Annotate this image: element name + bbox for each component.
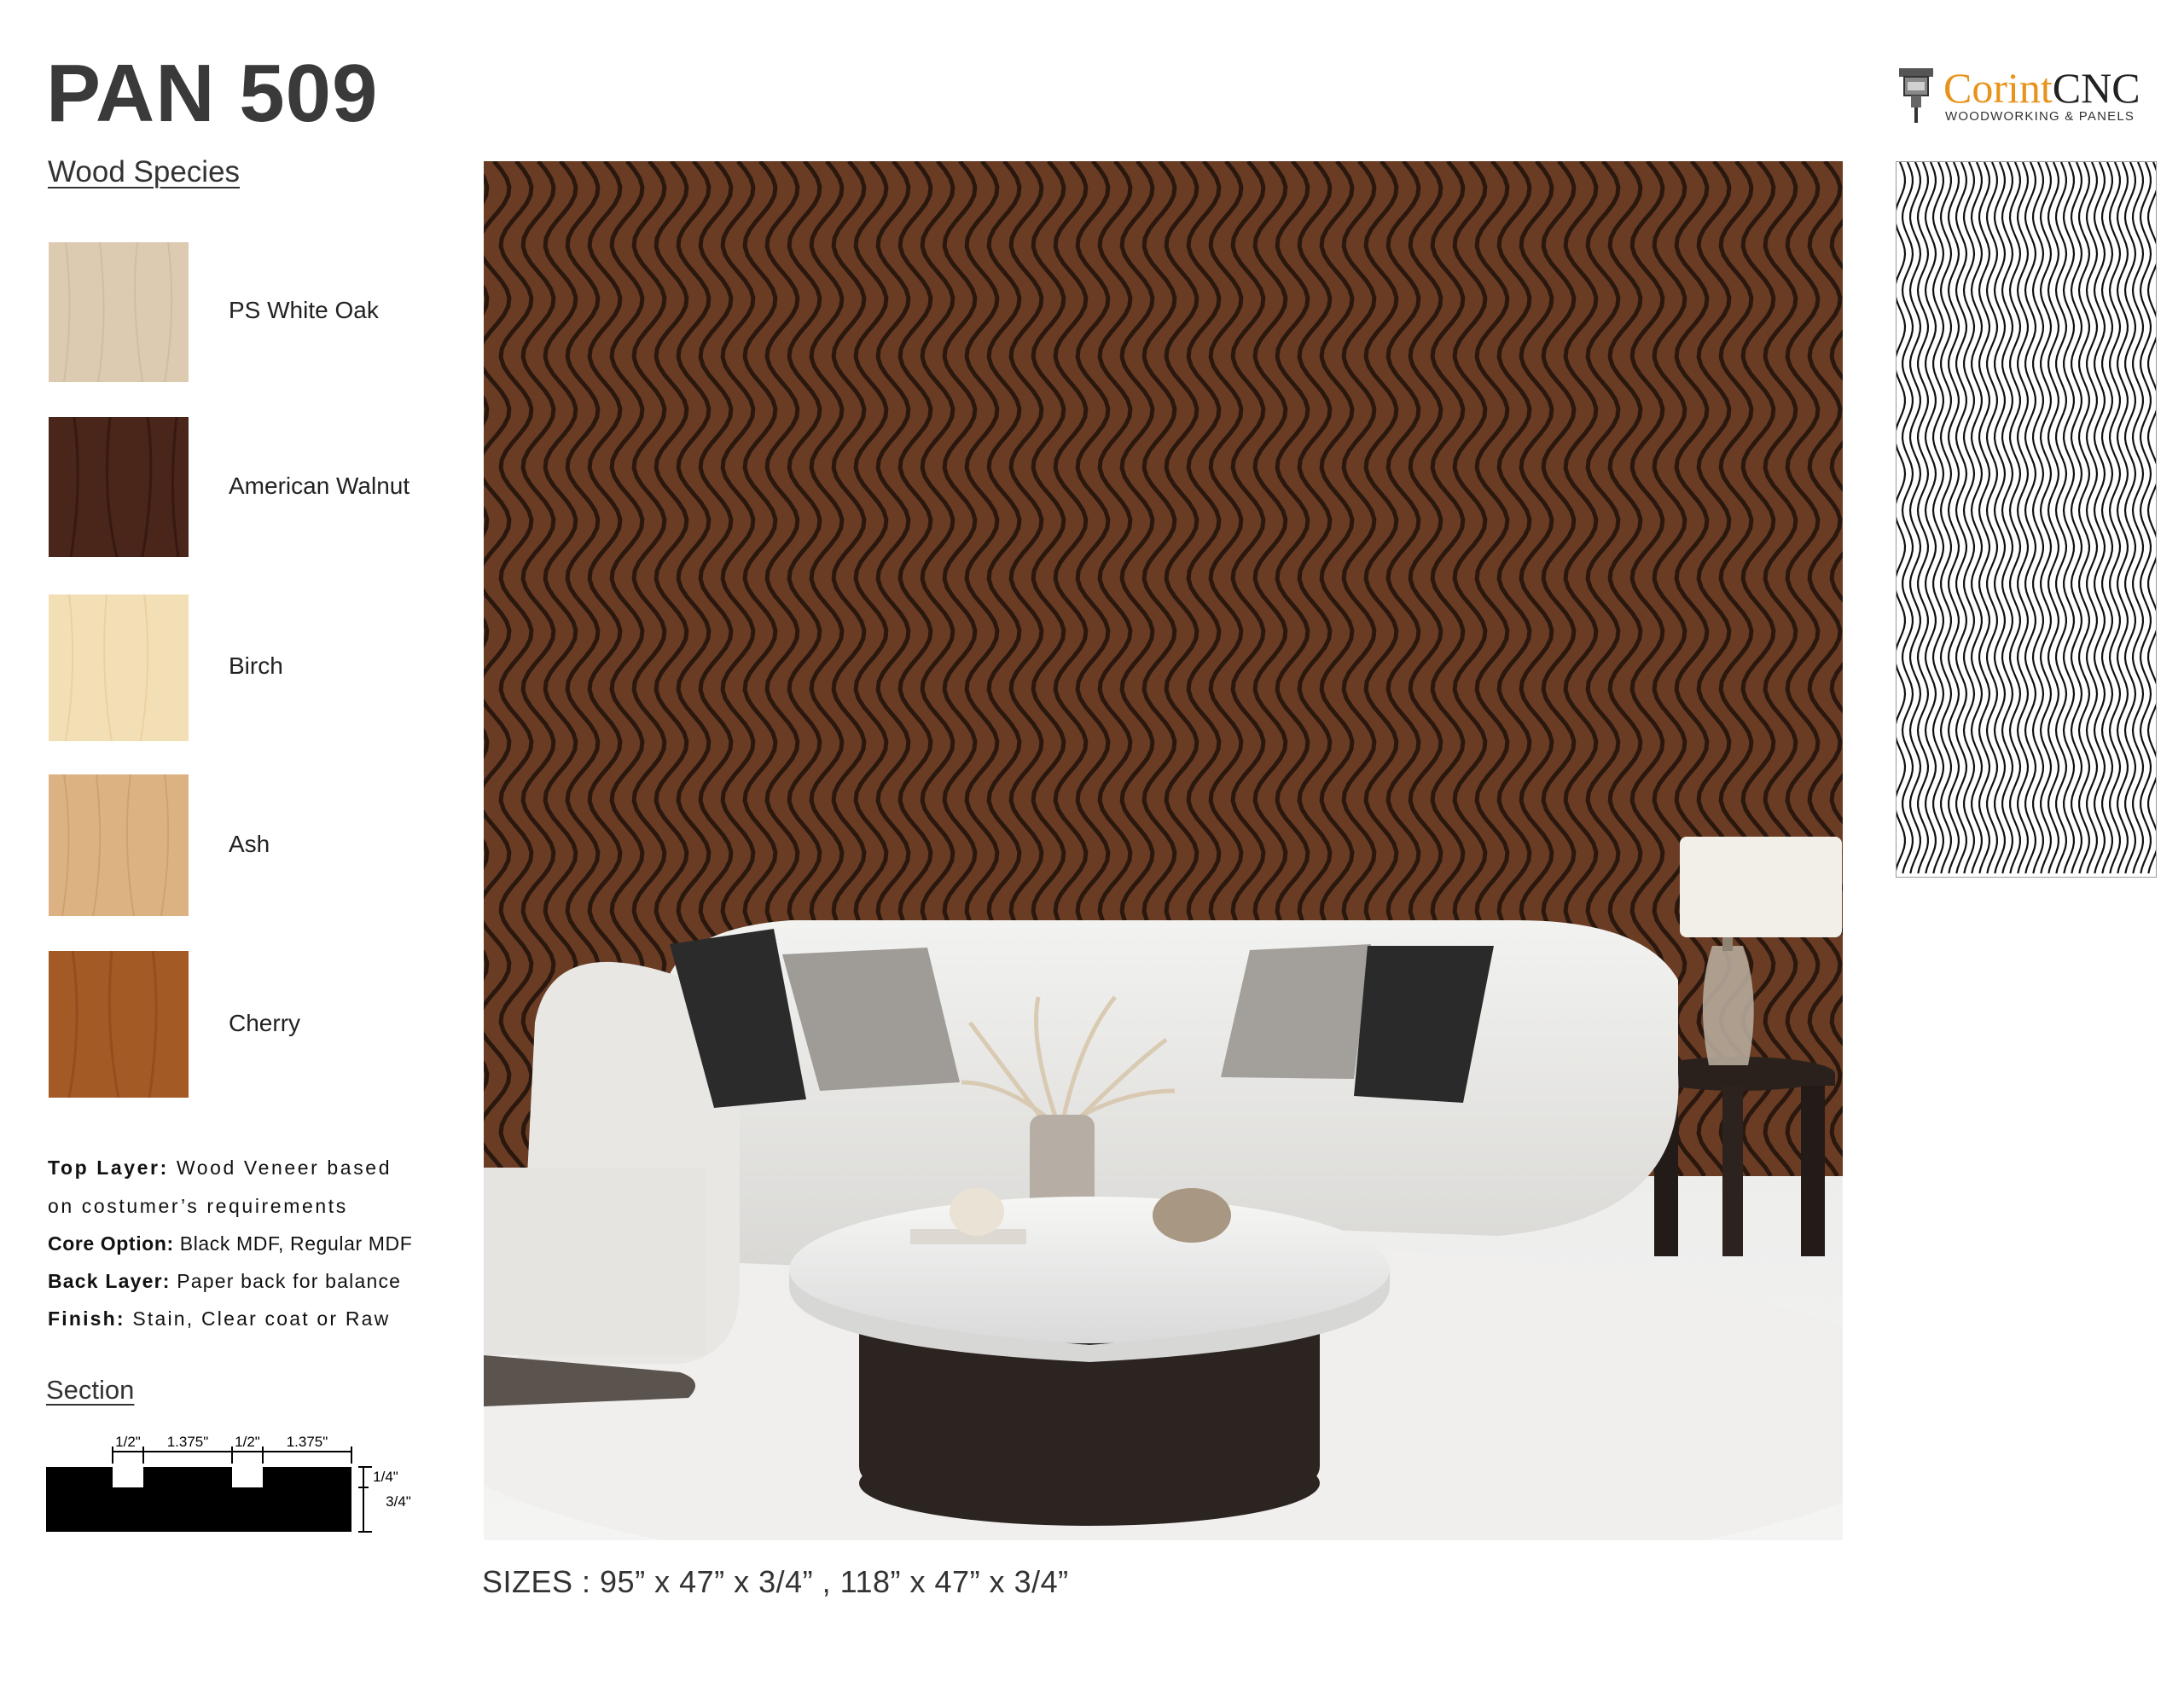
swatch-ash	[49, 774, 189, 914]
swatch-fill	[49, 951, 189, 1098]
spec-value: on costumer’s requirements	[48, 1195, 348, 1217]
wood-species-heading: Wood Species	[48, 155, 241, 188]
brand-name-part1: Corint	[1943, 64, 2053, 112]
spec-finish	[48, 1307, 390, 1330]
dim-gap-1: 1.375"	[166, 1434, 209, 1450]
product-title: PAN 509	[46, 48, 379, 139]
section-heading: Section	[46, 1375, 135, 1405]
dim-thickness: 3/4"	[386, 1493, 411, 1510]
spec-value: Paper back for balance	[177, 1270, 402, 1292]
panel-profile	[46, 1467, 351, 1532]
dim-groove-depth: 1/4"	[373, 1469, 398, 1485]
swatch-american-walnut	[49, 417, 189, 557]
brand-name-part2: CNC	[2052, 64, 2140, 112]
swatch-ps-white-oak	[49, 242, 189, 382]
cnc-spindle-icon	[1896, 67, 1937, 126]
pattern-wave-line	[2148, 162, 2156, 873]
swatch-label-ps-white-oak: PS White Oak	[229, 297, 379, 323]
brand-name	[1943, 64, 2140, 112]
brand-logo	[1896, 64, 2152, 126]
dim-groove-2: 1/2"	[235, 1434, 260, 1450]
dim-groove-1: 1/2"	[115, 1434, 141, 1450]
section-profile-diagram	[34, 1429, 444, 1540]
spec-label: Finish:	[48, 1307, 125, 1330]
dim-gap-2: 1.375"	[286, 1434, 328, 1450]
spec-back-layer	[48, 1270, 401, 1293]
spec-top-layer-cont	[48, 1195, 348, 1218]
brand-tagline: WOODWORKING & PANELS	[1945, 109, 2135, 124]
spec-value: Black MDF, Regular MDF	[179, 1232, 413, 1255]
spec-value: Stain, Clear coat or Raw	[132, 1307, 391, 1330]
room-render-image	[484, 161, 1843, 1540]
swatch-cherry	[49, 951, 189, 1098]
swatch-birch	[49, 594, 189, 734]
spec-core-option	[48, 1232, 412, 1255]
spec-top-layer	[48, 1157, 392, 1180]
swatch-label-american-walnut: American Walnut	[229, 472, 410, 499]
swatch-fill	[49, 417, 189, 557]
swatch-label-cherry: Cherry	[229, 1010, 301, 1036]
sizes-text: SIZES : 95” x 47” x 3/4” , 118” x 47” x 3/4”	[482, 1564, 1069, 1599]
coffee-table	[789, 1197, 1390, 1526]
spec-value: Wood Veneer based	[176, 1157, 392, 1179]
wave-pattern-drawing	[1896, 161, 2157, 878]
spec-label: Back Layer:	[48, 1270, 171, 1292]
spec-label: Top Layer:	[48, 1157, 169, 1179]
swatch-label-ash: Ash	[229, 831, 270, 857]
spec-label: Core Option:	[48, 1232, 174, 1255]
swatch-label-birch: Birch	[229, 652, 283, 679]
